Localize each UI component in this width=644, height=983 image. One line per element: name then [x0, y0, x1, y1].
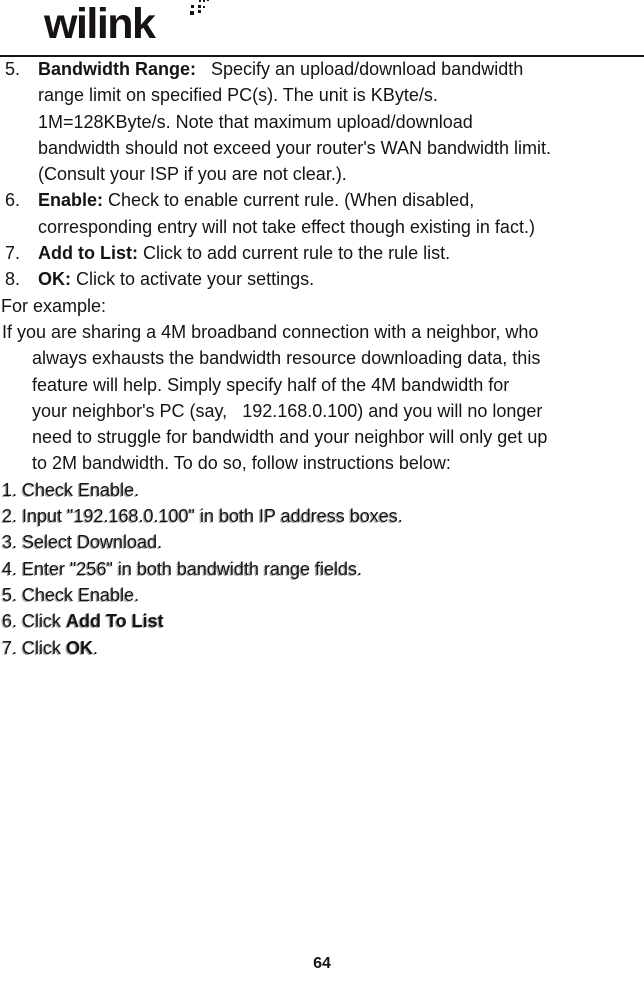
instruction-7-text: Click to add current rule to the rule list.: [137, 243, 451, 264]
example-step-4: 4. Enter "256" in both bandwidth range fields.: [2, 558, 363, 579]
pixel-dot: [198, 5, 201, 8]
example-step-2: 2. Input "192.168.0.100" in both IP address boxes.: [2, 506, 403, 527]
pixel-dot: [207, 0, 209, 1]
pixel-dot: [190, 11, 194, 15]
instruction-7-number: 7.: [5, 243, 21, 264]
pixel-dot: [203, 0, 205, 2]
instruction-8-number: 8.: [5, 269, 21, 290]
instruction-6-label: Enable:: [38, 190, 104, 211]
example-step-1: 1. Check Enable.: [2, 479, 140, 500]
pixel-dot: [191, 5, 194, 8]
example-paragraph-line-2: always exhausts the bandwidth resource downloading data, this: [32, 348, 541, 369]
instruction-5-text: Specify an upload/download bandwidth: [196, 59, 524, 79]
example-step-7: [0, 635, 644, 661]
example-paragraph-line-5: need to struggle for bandwidth and your neighbor will only get up: [32, 427, 548, 448]
instruction-5-number: 5.: [5, 59, 21, 79]
instruction-5-line-4: bandwidth should not exceed your router's WAN bandwidth limit.: [38, 137, 552, 158]
page-header: [0, 0, 644, 57]
instruction-6-line-1: [0, 187, 644, 213]
instruction-8-label: OK:: [38, 269, 71, 290]
page-number: 64: [313, 955, 331, 972]
example-step-6: [0, 608, 644, 634]
example-step-6-bold: Add To List: [66, 611, 164, 632]
wilink-logo-text: wilink: [44, 0, 155, 48]
instruction-8-line-1: [0, 266, 644, 292]
pixel-dot: [203, 6, 205, 8]
example-step-6-text: 6. Click: [2, 611, 67, 632]
pixel-dot: [198, 10, 201, 13]
wilink-logo: [44, 0, 154, 50]
example-step-7-bold: OK: [66, 637, 94, 658]
example-step-7-post: .: [93, 637, 99, 658]
instruction-5-line-1: [0, 56, 644, 82]
instruction-7-label: Add to List:: [38, 243, 138, 264]
instruction-6-line-2: corresponding entry will not take effect though existing in fact.): [38, 216, 535, 237]
example-paragraph-line-6: to 2M bandwidth. To do so, follow instructions below:: [32, 453, 451, 474]
example-paragraph-line-3: feature will help. Simply specify half of the 4M bandwidth for: [32, 374, 510, 395]
example-intro: For example:: [1, 295, 107, 316]
instruction-6-number: 6.: [5, 190, 21, 211]
instruction-6-text: Check to enable current rule. (When disabled,: [103, 190, 475, 211]
page-body: [0, 56, 644, 661]
instruction-5-line-5: (Consult your ISP if you are not clear.).: [38, 164, 347, 185]
example-paragraph-line-4: your neighbor's PC (say, 192.168.0.100) and you will no longer: [32, 400, 543, 421]
example-step-3: 3. Select Download.: [2, 532, 163, 553]
example-paragraph-line-1: If you are sharing a 4M broadband connection with a neighbor, who: [2, 321, 539, 342]
page-footer: [0, 955, 644, 973]
example-step-7-text: 7. Click: [2, 637, 67, 658]
instruction-7-line-1: [0, 240, 644, 266]
instruction-5-label: Bandwidth Range:: [38, 59, 196, 79]
instruction-5-line-2: range limit on specified PC(s). The unit is KByte/s.: [38, 85, 438, 106]
logo-pixel-dots-icon: [188, 0, 222, 20]
pixel-dot: [199, 0, 201, 2]
instruction-8-text: Click to activate your settings.: [71, 269, 315, 290]
instruction-5-line-3: 1M=128KByte/s. Note that maximum upload/download: [38, 111, 473, 132]
example-step-5: 5. Check Enable.: [2, 584, 140, 605]
